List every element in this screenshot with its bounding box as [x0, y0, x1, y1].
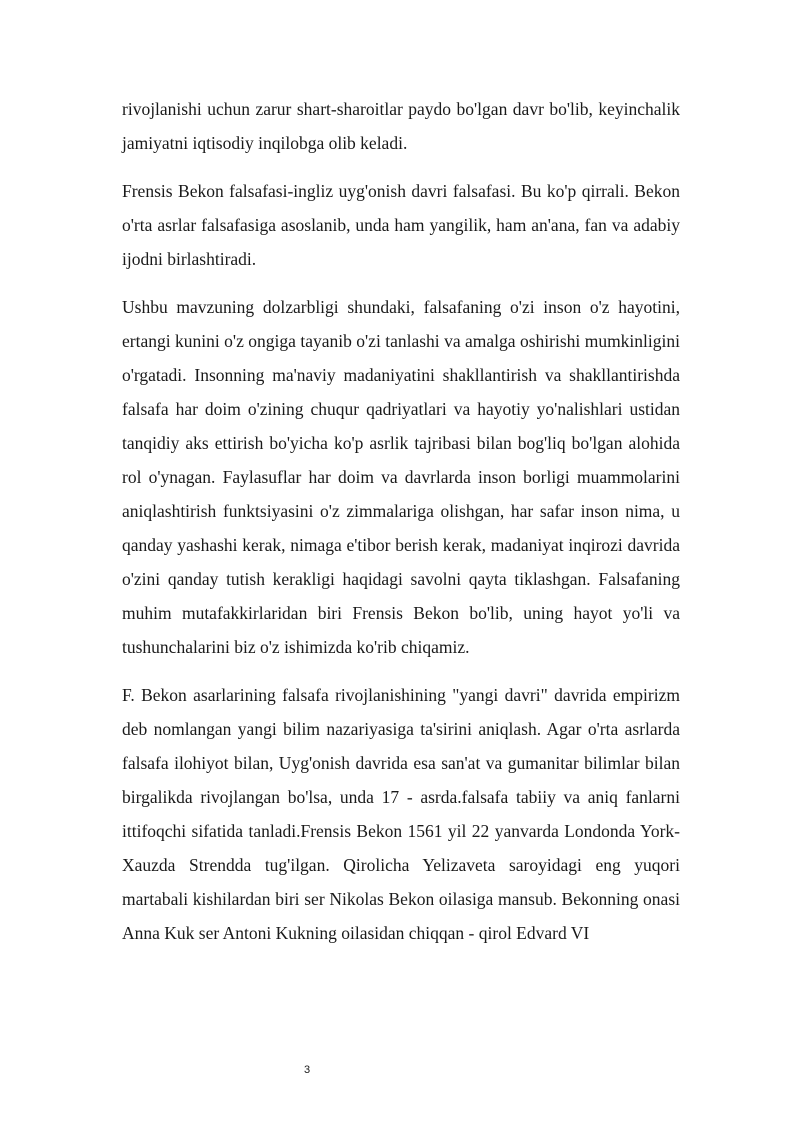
paragraph-1: rivojlanishi uchun zarur shart-sharoitlar paydo bo'lgan davr bo'lib, keyinchalik jamiyatni iqtisodiy inqilobga olib keladi. — [122, 99, 680, 153]
page-body — [122, 92, 680, 964]
paragraph-2: Frensis Bekon falsafasi-ingliz uyg'onish davri falsafasi. Bu ko'p qirrali. Bekon o'rta asrlar falsafasiga asoslanib, unda ham yangilik, ham an'ana, fan va adabiy ijodni birlashtiradi. — [122, 181, 680, 269]
paragraph-3: Ushbu mavzuning dolzarbligi shundaki, falsafaning o'zi inson o'z hayotini, ertangi kunini o'z ongiga tayanib o'zi tanlashi va amalga oshirishi mumkinligini o'rgatadi. Insonning ma'naviy madaniyatini shakllantirish va shakllantirishda falsafa har doim o'zining chuqur qadriyatlari va hayotiy yo'nalishlari ustidan tanqidiy aks ettirish bo'yicha ko'p asrlik tajribasi bilan bog'liq bo'lgan alohida rol o'ynagan. Faylasuflar har doim va davrlarda inson borligi muammolarini aniqlashtirish funktsiyasini o'z zimmalariga olishgan, har safar inson nima, u qanday yashashi kerak, nimaga e'tibor berish kerak, madaniyat inqirozi davrida o'zini qanday tutish kerakligi haqidagi savolni qayta tiklashgan. Falsafaning muhim mutafakkirlaridan biri Frensis Bekon bo'lib, uning hayot yo'li va tushunchalarini biz o'z ishimizda ko'rib chiqamiz. — [122, 297, 680, 657]
paragraph-4: F. Bekon asarlarining falsafa rivojlanishining "yangi davri" davrida empirizm deb nomlangan yangi bilim nazariyasiga ta'sirini aniqlash. Agar o'rta asrlarda falsafa ilohiyot bilan, Uyg'onish davrida esa san'at va gumanitar bilimlar bilan birgalikda rivojlangan bo'lsa, unda 17 - asrda.falsafa tabiiy va aniq fanlarni ittifoqchi sifatida tanladi.Frensis Bekon 1561 yil 22 yanvarda Londonda York-Xauzda Strendda tug'ilgan. Qirolicha Yelizaveta saroyidagi eng yuqori martabali kishilardan biri ser Nikolas Bekon oilasiga mansub. Bekonning onasi Anna Kuk ser Antoni Kukning oilasidan chiqqan - qirol Edvard VI — [122, 685, 680, 943]
page-number: 3 — [303, 1064, 311, 1076]
